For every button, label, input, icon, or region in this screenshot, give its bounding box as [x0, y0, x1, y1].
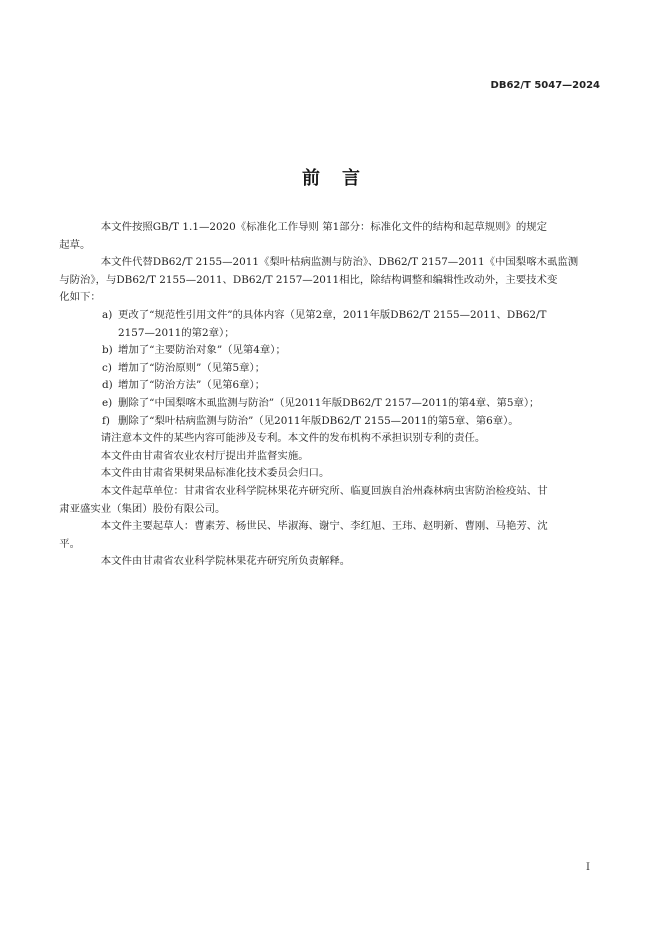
paragraph-line: 起草。	[59, 238, 91, 251]
list-item-text: 增加了“主要防治对象”（见第4章）；	[118, 344, 286, 357]
changes-list	[80, 307, 600, 430]
list-item-text: 更改了“规范性引用文件”的具体内容（见第2章，2011年版DB62/T 2155—2011、DB62/T	[118, 308, 547, 321]
paragraph-drafting-basis	[59, 219, 600, 254]
document-body	[59, 219, 600, 571]
paragraph-line: 本文件代替DB62/T 2155—2011《梨叶枯病监测与防治》、DB62/T 2157—2011《中国梨喀木虱监测	[100, 256, 579, 269]
paragraph-line: 本文件按照GB/T 1.1—2020《标准化工作导则 第1部分：标准化文件的结构和起草规则》的规定	[100, 221, 548, 233]
list-item-text: 增加了“防治原则”（见第5章）；	[118, 361, 266, 374]
paragraph-drafting-units	[59, 483, 600, 518]
page-title: 前言	[302, 168, 382, 189]
paragraph-line: 本文件主要起草人：曹素芳、杨世民、毕淑海、谢宁、李红旭、王玮、赵明新、曹刚、马艳芳、沈	[100, 520, 548, 533]
list-item	[102, 307, 600, 325]
paragraph-line: 平。	[59, 537, 80, 550]
list-item-text: 增加了“防治方法”（见第6章）；	[118, 379, 266, 392]
paragraph-drafters	[59, 518, 600, 553]
list-marker: d)	[102, 379, 113, 392]
list-item-continuation: 2157—2011的第2章）；	[118, 326, 235, 339]
paragraph-interpretation: 本文件由甘肃省农业科学院林果花卉研究所负责解释。	[100, 555, 351, 568]
paragraph-centralized: 本文件由甘肃省果树果品标准化技术委员会归口。	[100, 467, 330, 480]
list-item	[102, 395, 600, 413]
paragraph-line: 肃亚盛实业（集团）股份有限公司。	[59, 502, 226, 515]
list-item	[102, 360, 600, 378]
paragraph-patent-notice: 请注意本文件的某些内容可能涉及专利。本文件的发布机构不承担识别专利的责任。	[100, 432, 486, 445]
list-item	[102, 377, 600, 395]
list-marker: f)	[102, 414, 110, 427]
paragraph-proposer: 本文件由甘肃省农业农村厅提出并监督实施。	[100, 449, 309, 462]
paragraph-line: 本文件起草单位：甘肃省农业科学院林果花卉研究所、临夏回族自治州森林病虫害防治检疫站、甘	[100, 484, 548, 497]
list-item	[102, 413, 600, 431]
list-item-text: 删除了“梨叶枯病监测与防治”（见2011年版DB62/T 2155—2011的第5章、第6章）。	[118, 414, 519, 427]
paragraph-replacement	[59, 254, 600, 307]
page-number: I	[586, 862, 590, 873]
paragraph-line: 化如下：	[59, 291, 101, 304]
list-item	[102, 342, 600, 360]
list-marker: c)	[102, 361, 112, 374]
document-code: DB62/T 5047—2024	[490, 80, 600, 91]
list-marker: e)	[102, 396, 113, 409]
list-marker: a)	[102, 308, 113, 321]
paragraph-line: 与防治》，与DB62/T 2155—2011、DB62/T 2157—2011相比，除结构调整和编辑性改动外，主要技术变	[59, 273, 558, 286]
list-item-text: 删除了“中国梨喀木虱监测与防治”（见2011年版DB62/T 2157—2011的第4章、第5章）；	[118, 396, 540, 409]
list-marker: b)	[102, 344, 113, 357]
